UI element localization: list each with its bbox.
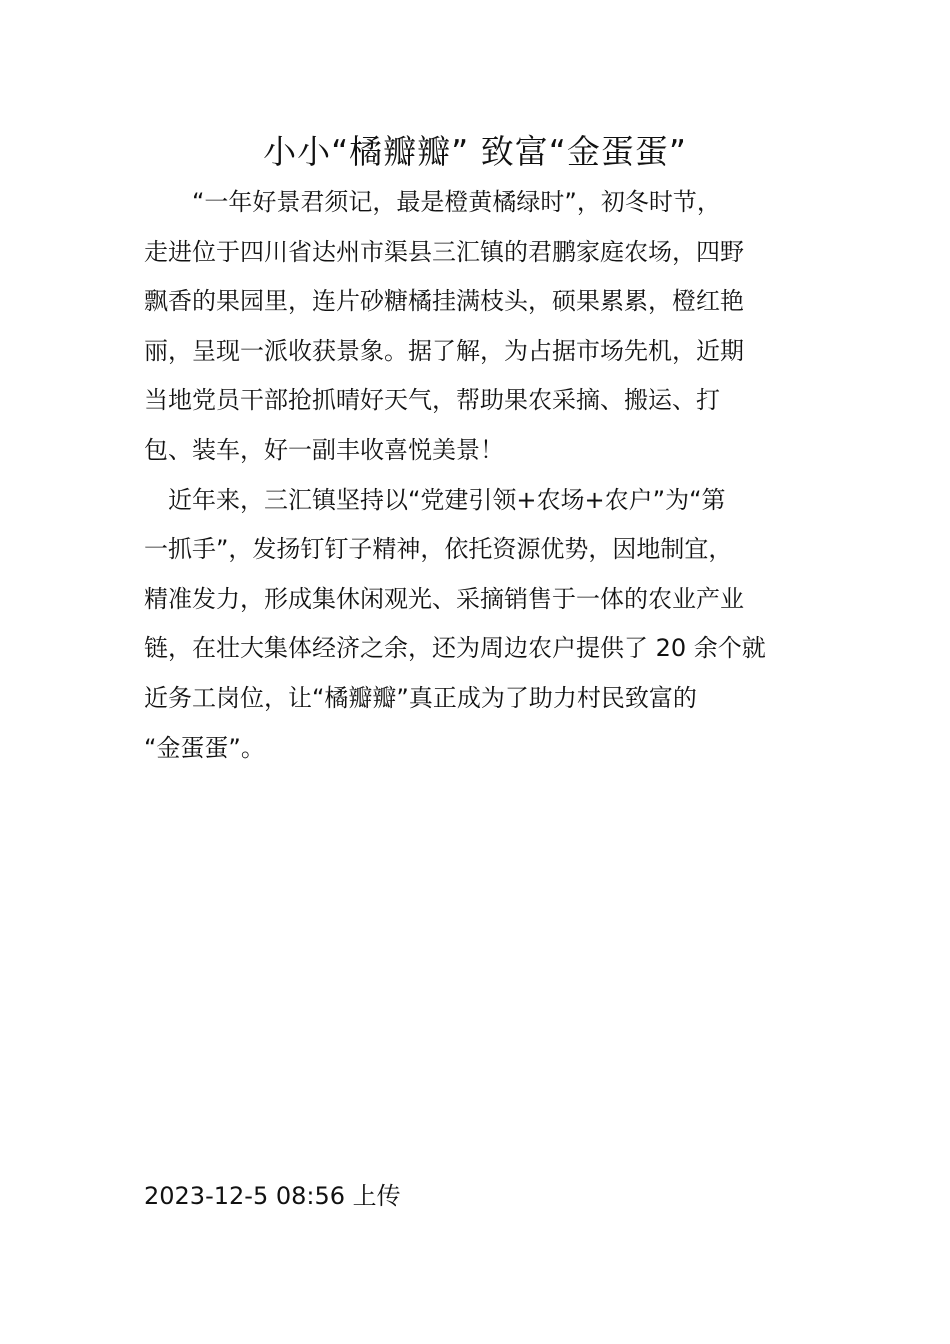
text-line: “金蛋蛋”。 — [144, 733, 265, 762]
paragraph-2 — [144, 476, 808, 774]
text-line: 链，在壮大集体经济之余，还为周边农户提供了 20 余个就 — [144, 634, 766, 663]
text-line: 走进位于四川省达州市渠县三汇镇的君鹏家庭农场，四野 — [144, 237, 744, 266]
text-line: 近务工岗位，让“橘瓣瓣”真正成为了助力村民致富的 — [144, 683, 697, 712]
text-line: 丽，呈现一派收获景象。据了解，为占据市场先机，近期 — [144, 336, 744, 365]
upload-timestamp: 2023-12-5 08:56 上传 — [144, 1182, 401, 1210]
text-line: 一抓手”，发扬钉钉子精神，依托资源优势，因地制宜， — [144, 535, 733, 564]
text-line: 当地党员干部抢抓晴好天气，帮助果农采摘、搬运、打 — [144, 386, 720, 415]
text-line: 飘香的果园里，连片砂糖橘挂满枝头，硕果累累，橙红艳 — [144, 287, 744, 316]
text-line: 精准发力，形成集休闲观光、采摘销售于一体的农业产业 — [144, 584, 744, 613]
document-title: 小小“橘瓣瓣” 致富“金蛋蛋” — [263, 132, 687, 171]
text-line: 包、装车，好一副丰收喜悦美景！ — [144, 435, 504, 464]
paragraph-1 — [144, 178, 808, 476]
document-body — [144, 178, 808, 773]
text-line: 近年来，三汇镇坚持以“党建引领+农场+农户”为“第 — [144, 485, 726, 514]
text-line: “一年好景君须记，最是橙黄橘绿时”，初冬时节， — [144, 188, 721, 216]
